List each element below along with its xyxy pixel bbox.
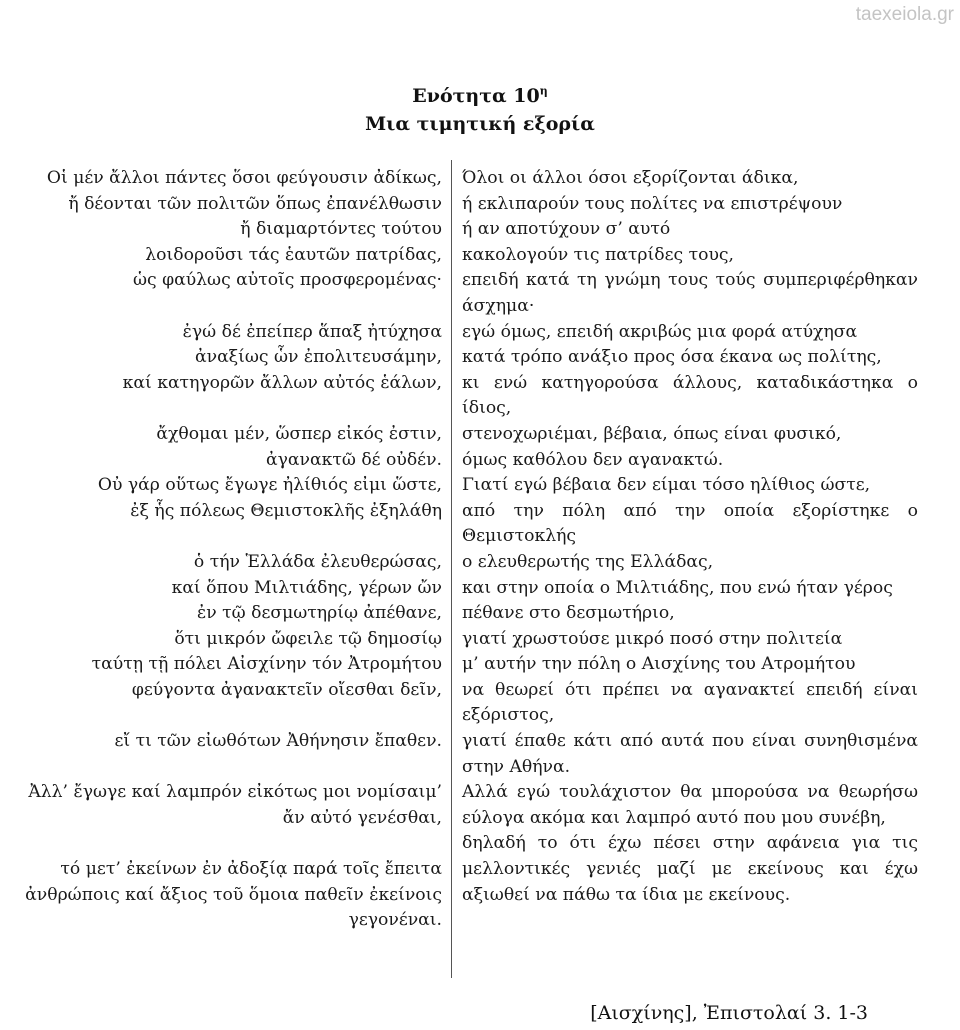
- ancient-line: ὅτι μικρόν ὤφειλε τῷ δημοσίῳ: [174, 628, 442, 649]
- translation-line: πέθανε στο δεσμωτήριο,: [462, 603, 675, 624]
- translation-line: Όλοι οι άλλοι όσοι εξορίζονται άδικα,: [462, 168, 799, 188]
- ancient-line: Οἱ μέν ἄλλοι πάντες ὅσοι φεύγουσιν ἀδίκως,: [46, 168, 442, 188]
- ancient-line: ἀναξίως ὧν ἐπολιτευσάμην,: [195, 347, 442, 368]
- translation-line: κατά τρόπο ανάξιο προς όσα έκανα ως πολίτης,: [462, 347, 882, 368]
- translation-line: μ’ αυτήν την πόλη ο Αισχίνης του Ατρομήτου: [462, 654, 856, 675]
- translation-line: και στην οποία ο Μιλτιάδης, που ενώ ήταν γέρος: [462, 577, 893, 598]
- translation-line: ο ελευθερωτής της Ελλάδας,: [462, 551, 714, 572]
- unit-label: Ενότητα 10: [412, 85, 540, 107]
- translation-line: στενοχωριέμαι, βέβαια, όπως είναι φυσικό,: [462, 423, 842, 444]
- ancient-line: ἐξ ἧς πόλεως Θεμιστοκλῆς ἐξηλάθη: [130, 500, 442, 521]
- translation-line: γιατί έπαθε κάτι από αυτά που είναι συνηθισμένα στην Αθήνα.: [462, 731, 918, 777]
- unit-superscript: η: [539, 84, 548, 98]
- spacer: [10, 396, 442, 422]
- translation-line: όμως καθόλου δεν αγανακτώ.: [462, 449, 724, 470]
- ancient-line: ὡς φαύλως αὐτοῖς προσφερομένας·: [132, 270, 442, 291]
- ancient-line: καί ὅπου Μιλτιάδης, γέρων ὤν: [171, 577, 442, 598]
- translation-line: εγώ όμως, επειδή ακριβώς μια φορά ατύχησα: [462, 321, 858, 342]
- ancient-line: εἴ τι τῶν εἰωθότων Ἀθήνησιν ἔπαθεν.: [114, 731, 442, 752]
- translation-line: επειδή κατά τη γνώμη τους τούς συμπεριφέρθηκαν άσχημα·: [462, 270, 918, 316]
- translation-line: κακολογούν τις πατρίδες τους,: [462, 244, 734, 265]
- page-title: Μια τιμητική εξορία: [365, 113, 595, 135]
- translation-line: να θεωρεί ότι πρέπει να αγανακτεί επειδή είναι εξόριστος,: [462, 679, 918, 726]
- unit-heading: [0, 82, 960, 110]
- ancient-line: ἀνθρώποις καί ἄξιος τοῦ ὅμοια παθεῖν ἐκείνοις: [25, 884, 442, 905]
- ancient-line: λοιδοροῦσι τάς ἑαυτῶν πατρίδας,: [145, 244, 442, 265]
- ancient-line: ἄχθομαι μέν, ὥσπερ εἰκός ἐστιν,: [156, 423, 442, 444]
- ancient-line: ἐν τῷ δεσμωτηρίῳ ἀπέθανε,: [197, 603, 442, 624]
- ancient-line: φεύγοντα ἀγανακτεῖν οἴεσθαι δεῖν,: [131, 679, 442, 700]
- translation-line: δηλαδή το ότι έχω πέσει στην αφάνεια για τις μελλοντικές γενιές μαζί με εκείνους και έχω αξιωθεί να πάθω τα ίδια με εκείνους.: [462, 833, 918, 905]
- spacer: [10, 755, 442, 781]
- translation-line: ή αν αποτύχουν σ’ αυτό: [462, 219, 671, 240]
- translation-line: γιατί χρωστούσε μικρό ποσό στην πολιτεία: [462, 628, 843, 649]
- ancient-line: ἐγώ δέ ἐπείπερ ἅπαξ ἠτύχησα: [182, 321, 442, 342]
- ancient-line: τό μετ’ ἐκείνων ἐν ἀδοξίᾳ παρά τοῖς ἔπειτα: [60, 859, 442, 880]
- ancient-line: ἀγανακτῶ δέ οὐδέν.: [266, 449, 442, 470]
- spacer: [10, 703, 442, 729]
- column-divider: [451, 160, 452, 978]
- source-citation: [Αισχίνης], Ἐπιστολαί 3. 1-3: [590, 1002, 868, 1024]
- ancient-line: Ἀλλ’ ἔγωγε καί λαμπρόν εἰκότως μοι νομίσαιμ’: [28, 782, 442, 803]
- ancient-text-column: [10, 166, 442, 934]
- ancient-line: καί κατηγορῶν ἄλλων αὐτός ἑάλων,: [122, 372, 442, 393]
- translation-line: ή εκλιπαρούν τους πολίτες να επιστρέψουν: [462, 193, 843, 214]
- ancient-line: ἤ διαμαρτόντες τούτου: [240, 219, 442, 240]
- ancient-line: ἤ δέονται τῶν πολιτῶν ὅπως ἐπανέλθωσιν: [68, 193, 442, 214]
- spacer: [10, 524, 442, 550]
- translation-line: από την πόλη από την οποία εξορίστηκε ο Θεμιστοκλής: [462, 500, 918, 547]
- ancient-line: Οὐ γάρ οὕτως ἔγωγε ἠλίθιός εἰμι ὥστε,: [97, 475, 442, 496]
- spacer: [10, 831, 442, 857]
- ancient-line: ἄν αὐτό γενέσθαι,: [282, 807, 442, 828]
- translation-line: Αλλά εγώ τουλάχιστον θα μπορούσα να θεωρήσω εύλογα ακόμα και λαμπρό αυτό που μου συνέβη,: [462, 782, 918, 828]
- translation-line: Γιατί εγώ βέβαια δεν είμαι τόσο ηλίθιος ώστε,: [462, 475, 871, 496]
- translation-line: κι ενώ κατηγορούσα άλλους, καταδικάστηκα ο ίδιος,: [462, 372, 918, 419]
- watermark: taexeiola.gr: [855, 4, 954, 25]
- spacer: [10, 294, 442, 320]
- ancient-line: ταύτῃ τῇ πόλει Αἰσχίνην τόν Ἀτρομήτου: [91, 654, 442, 675]
- ancient-line: γεγονέναι.: [348, 910, 442, 931]
- ancient-line: ὁ τήν Ἑλλάδα ἐλευθερώσας,: [193, 551, 442, 572]
- translation-column: [462, 166, 918, 908]
